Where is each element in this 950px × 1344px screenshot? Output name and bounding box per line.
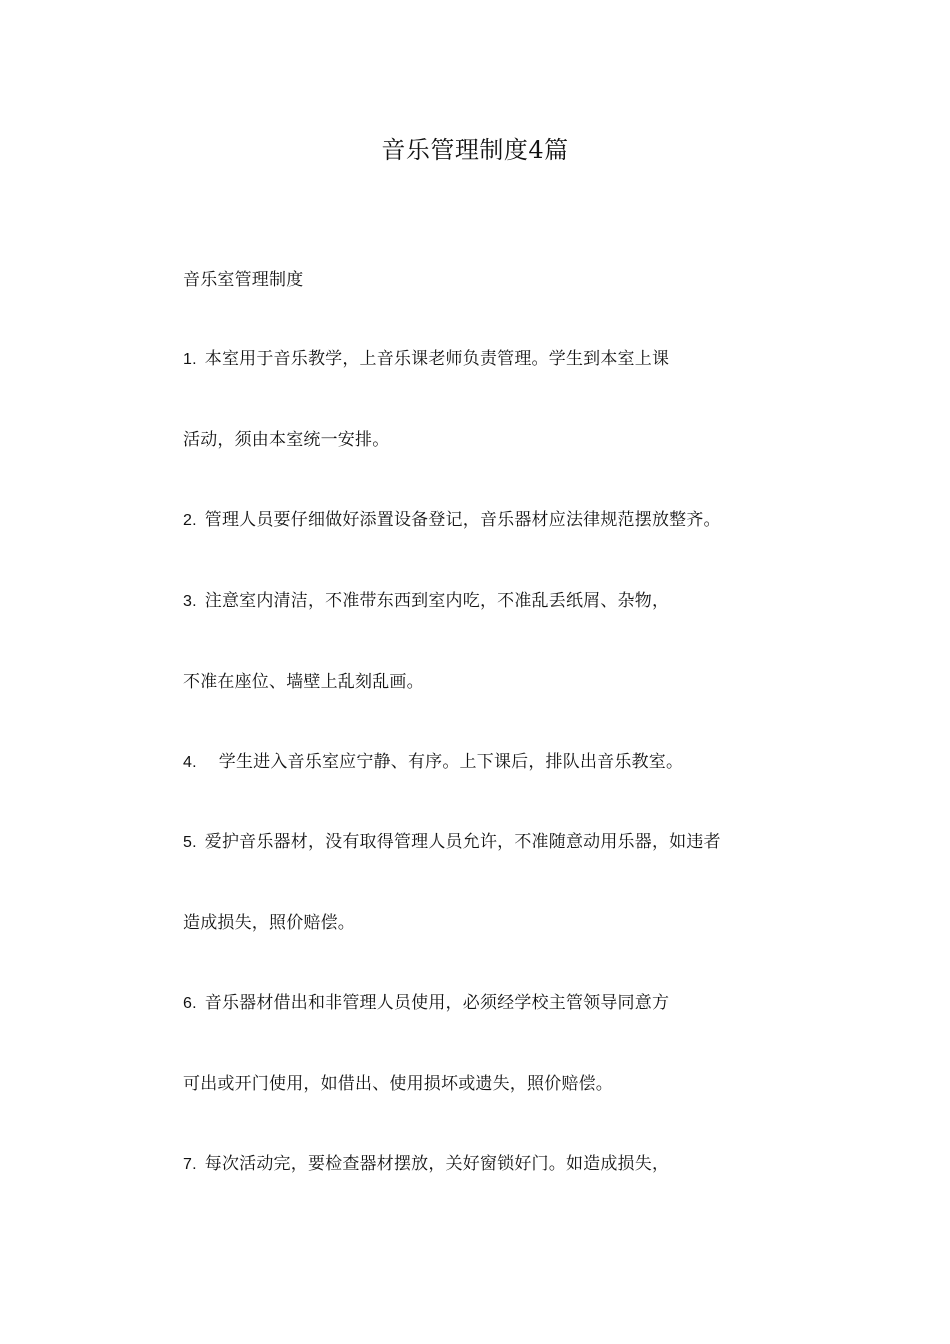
rule-text: 爱护音乐器材，没有取得管理人员允许，不准随意动用乐器，如违者 [204,832,721,852]
rule-number: 4. [183,754,197,771]
rule-text: 每次活动完，要检查器材摆放，关好窗锁好门。如造成损失， [204,1154,670,1174]
rule-item-3 [183,589,669,614]
rule-item-7 [183,1152,669,1177]
rule-continuation-6: 可出或开门使用，如借出、使用损坏或遗失，照价赔偿。 [183,1074,613,1094]
rule-number: 7. [183,1156,197,1173]
rule-text: 注意室内清洁，不准带东西到室内吃，不准乱丢纸屑、杂物， [204,591,670,611]
rule-number: 3. [183,593,197,610]
section-heading: 音乐室管理制度 [183,270,304,290]
rule-number: 6. [183,995,197,1012]
rule-item-4 [183,750,683,775]
rule-number: 2. [183,512,197,529]
rule-continuation-5: 造成损失，照价赔偿。 [183,913,355,933]
rule-item-5 [183,830,721,855]
rule-number: 1. [183,351,197,368]
rule-item-6 [183,991,669,1016]
rule-continuation-1: 活动，须由本室统一安排。 [183,430,390,450]
rule-item-2 [183,508,721,533]
rule-item-1 [183,347,669,372]
rule-number: 5. [183,834,197,851]
rule-continuation-3: 不准在座位、墙壁上乱刻乱画。 [183,672,424,692]
rule-text: 音乐器材借出和非管理人员使用，必须经学校主管领导同意方 [204,993,670,1013]
rule-text: 本室用于音乐教学，上音乐课老师负责管理。学生到本室上课 [204,349,670,369]
rule-text: 管理人员要仔细做好添置设备登记，音乐器材应法律规范摆放整齐。 [204,510,721,530]
rule-text: 学生进入音乐室应宁静、有序。上下课后，排队出音乐教室。 [218,752,684,772]
document-title: 音乐管理制度4篇 [381,136,569,164]
